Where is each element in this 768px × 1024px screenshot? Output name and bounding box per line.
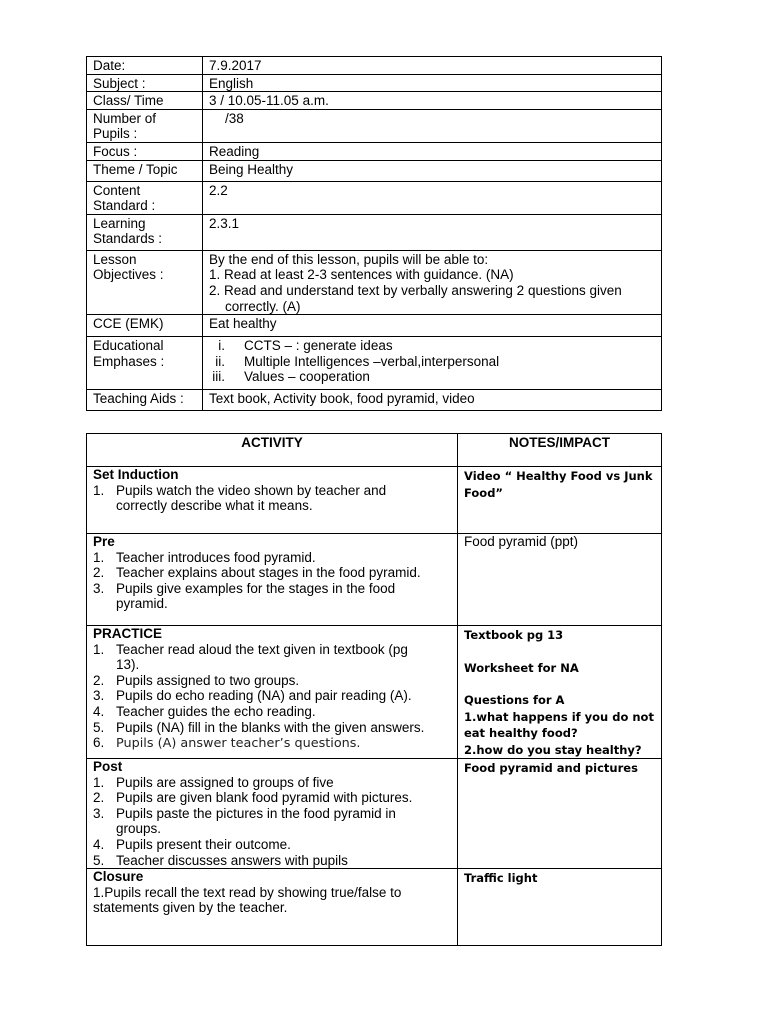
closure-activity: Closure 1.Pupils recall the text read by showing true/false to statements given by the teacher. xyxy=(87,869,458,946)
list-item: 2. Pupils are given blank food pyramid with pictures. xyxy=(93,790,413,806)
objective-2: 2. Read and understand text by verbally answering 2 questions given xyxy=(209,282,622,298)
set-induction-activity xyxy=(87,467,458,534)
content-standard-label: Content Standard : xyxy=(87,181,203,214)
objectives-row xyxy=(87,250,662,314)
emphases-row xyxy=(87,337,662,390)
pupils-row xyxy=(87,109,662,142)
focus-value: Reading xyxy=(203,142,662,160)
date-value: 7.9.2017 xyxy=(203,57,662,75)
emphasis-item: ii. Multiple Intelligences –verbal,interpersonal xyxy=(215,353,500,369)
practice-notes: Textbook pg 13 Worksheet for NA Questions for A 1.what happens if you do not eat healthy food? 2.how do you stay healthy? xyxy=(458,626,662,759)
closure-row xyxy=(87,869,662,946)
objective-1: 1. Read at least 2-3 sentences with guidance. (NA) xyxy=(209,267,514,283)
cce-value: Eat healthy xyxy=(203,315,662,337)
practice-row xyxy=(87,626,662,759)
activity-header: ACTIVITY xyxy=(87,434,458,467)
list-item: 3. Pupils paste the pictures in the food pyramid in groups. xyxy=(93,805,396,837)
practice-steps xyxy=(93,642,457,752)
set-induction-title: Set Induction xyxy=(93,467,179,482)
cce-label: CCE (EMK) xyxy=(87,315,203,337)
emphases-label: Educational Emphases : xyxy=(87,337,203,390)
content-standard-row xyxy=(87,181,662,214)
objective-2-cont: correctly. (A) xyxy=(225,298,301,314)
class-time-row xyxy=(87,92,662,110)
emphasis-item: i. CCTS – : generate ideas xyxy=(218,338,393,354)
post-activity xyxy=(87,759,458,869)
theme-value: Being Healthy xyxy=(203,160,662,181)
list-item: 5. Pupils (NA) fill in the blanks with the given answers. xyxy=(93,719,425,735)
emphases-value xyxy=(203,337,662,390)
cce-row xyxy=(87,315,662,337)
pre-activity xyxy=(87,534,458,626)
practice-activity xyxy=(87,626,458,759)
objectives-value xyxy=(203,250,662,314)
aids-value: Text book, Activity book, food pyramid, video xyxy=(203,390,662,411)
list-item: 2. Teacher explains about stages in the food pyramid. xyxy=(93,565,421,581)
list-item: 1. Teacher introduces food pyramid. xyxy=(93,549,316,565)
closure-title: Closure xyxy=(93,869,144,885)
list-item: 4. Pupils present their outcome. xyxy=(93,836,291,852)
learning-standards-label: Learning Standards : xyxy=(87,214,203,250)
post-steps xyxy=(93,775,457,869)
post-title: Post xyxy=(93,759,123,774)
list-item: 1. Pupils watch the video shown by teacher and correctly describe what it means. xyxy=(93,482,387,514)
list-item: 1. Teacher read aloud the text given in textbook (pg 13). xyxy=(93,641,408,673)
lesson-info-table xyxy=(86,56,662,411)
emphases-list xyxy=(209,338,661,385)
list-item: 3. Pupils do echo reading (NA) and pair reading (A). xyxy=(93,688,412,704)
pupils-value: /38 xyxy=(203,109,662,142)
learning-standards-value: 2.3.1 xyxy=(203,214,662,250)
date-row xyxy=(87,57,662,75)
pre-notes: Food pyramid (ppt) xyxy=(458,534,662,626)
emphasis-item: iii. Values – cooperation xyxy=(212,369,370,385)
focus-label: Focus : xyxy=(87,142,203,160)
practice-title: PRACTICE xyxy=(93,626,163,641)
list-item: 2. Pupils assigned to two groups. xyxy=(93,672,300,688)
pre-title: Pre xyxy=(93,534,115,549)
list-item: 1. Pupils are assigned to groups of five xyxy=(93,774,334,790)
list-item: 6. Pupils (A) answer teacher’s questions. xyxy=(93,735,361,752)
set-induction-notes: Video “ Healthy Food vs Junk Food” xyxy=(458,467,662,534)
pre-steps xyxy=(93,550,457,612)
theme-row xyxy=(87,160,662,181)
closure-notes: Traffic light xyxy=(458,869,662,946)
subject-row xyxy=(87,74,662,92)
objectives-label: Lesson Objectives : xyxy=(87,250,203,314)
pre-row xyxy=(87,534,662,626)
post-row xyxy=(87,759,662,869)
set-induction-steps xyxy=(93,483,457,514)
class-time-label: Class/ Time xyxy=(87,92,203,110)
notes-header: NOTES/IMPACT xyxy=(458,434,662,467)
date-label: Date: xyxy=(87,57,203,75)
class-time-value: 3 / 10.05-11.05 a.m. xyxy=(203,92,662,110)
aids-label: Teaching Aids : xyxy=(87,390,203,411)
objectives-intro: By the end of this lesson, pupils will be able to: xyxy=(209,251,489,267)
aids-row xyxy=(87,390,662,411)
activity-header-row xyxy=(87,434,662,467)
subject-value: English xyxy=(203,74,662,92)
list-item: 4. Teacher guides the echo reading. xyxy=(93,703,316,719)
focus-row xyxy=(87,142,662,160)
content-standard-value: 2.2 xyxy=(203,181,662,214)
pupils-label: Number of Pupils : xyxy=(87,109,203,142)
learning-standards-row xyxy=(87,214,662,250)
subject-label: Subject : xyxy=(87,74,203,92)
theme-label: Theme / Topic xyxy=(87,160,203,181)
activity-table xyxy=(86,433,662,946)
list-item: 5. Teacher discusses answers with pupils xyxy=(93,852,348,868)
post-notes: Food pyramid and pictures xyxy=(458,759,662,869)
set-induction-row xyxy=(87,467,662,534)
list-item: 3. Pupils give examples for the stages in the food pyramid. xyxy=(93,580,396,612)
